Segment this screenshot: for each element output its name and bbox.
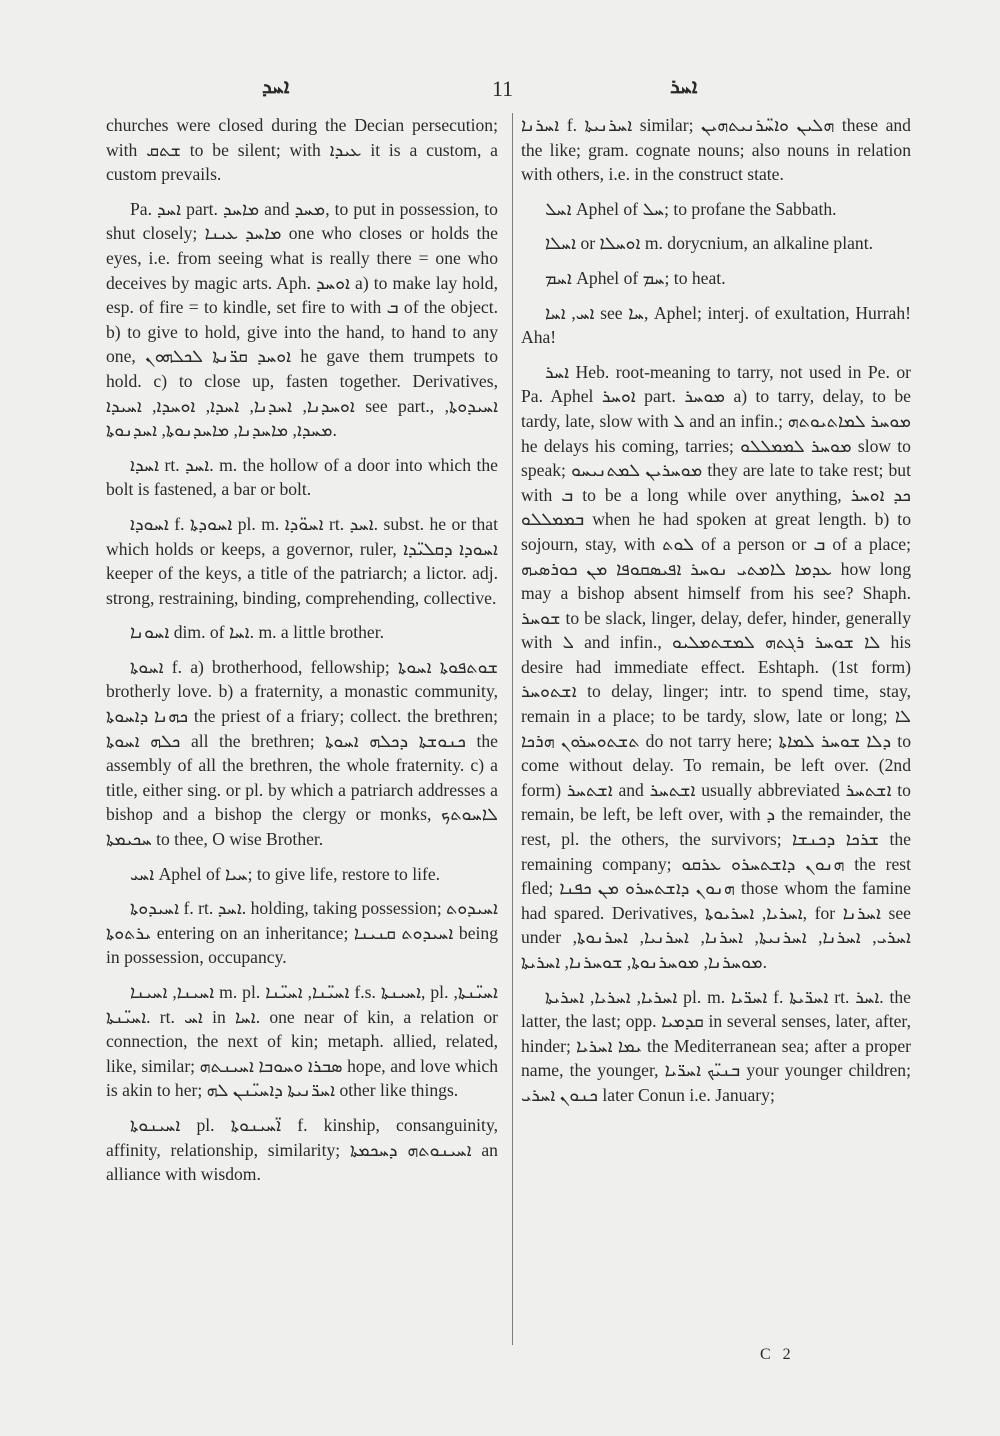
right-column bbox=[521, 113, 911, 1118]
dictionary-entry: ܐܚܕܐ rt. ܐܚܕ. m. the hollow of a door into which the bolt is fastened, a bar or bolt. bbox=[106, 454, 498, 500]
column-divider bbox=[512, 113, 513, 1345]
running-header bbox=[0, 74, 1000, 104]
dictionary-entry: ܐܚܪܢܐ f. ܐܚܪܢܝܬܐ similar; ܗܠܝܢ ܘܐܚ̈ܪܢܝܬܗܝܢ these and the like; gram. cognate nouns; also nouns in relation with others, i.e. in the construct state. bbox=[521, 115, 911, 185]
left-column bbox=[106, 113, 498, 1197]
dictionary-entry: ܐܚܝܢܘܬܐ pl. ܐ̈ܚܝܢܘܬܐ f. kinship, consanguinity, affinity, relationship, similarity; ܐܚܝܢܘܬܗ ܕܚܟܡܬܐ an alliance with wisdom. bbox=[106, 1114, 498, 1185]
dictionary-entry: ܐܚܠܐ or ܐܘܚܠܐ m. dorycnium, an alkaline plant. bbox=[545, 233, 873, 254]
dictionary-entry: ܐܚ, ܐܚܐ see ܚܐ, Aphel; interj. of exultation, Hurrah! Aha! bbox=[521, 302, 912, 348]
dictionary-entry: ܐܚܝܢܐ, ܐܚܝܢܐ m. pl. ܐܚܝ̈ܢܐ, ܐܚܝ̈ܢܐ f.s. ܐܚܝܢܬܐ, pl. ܐܚܝ̈ܢܬܐ, ܐܚܝ̈ܢܬܐ. rt. ܐܚ in ܐܚܐ. one near of kin, a relation or connection, the next of kin; metaph. allied, related, like, similar; ܣܒܪܐ ܘܚܘܒܐ ܐܚܝܢܬܗ hope, and love which is akin to her; ܐܚܪ̈ܢܝܬܐ ܕܐܚܝ̈ܢܢ ܠܗ other like things. bbox=[106, 982, 499, 1101]
dictionary-entry: ܐܚܝܕܘܬܐ f. rt. ܐܚܕ. holding, taking possession; ܐܚܝܕܘܬ ܝܪܬܘܬܐ entering on an inheritance; ܐܚܝܕܘܬ ܩܢܝܢܐ being in possession, occupancy. bbox=[106, 898, 498, 968]
right-running-head: ܐܚܪ bbox=[670, 76, 698, 98]
dictionary-entry: ܐܚܠ Aphel of ܚܠ; to profane the Sabbath. bbox=[545, 198, 837, 219]
dictionary-entry: Pa. ܐܚܕ part. ܡܐܚܕ and ܡܚܕ, to put in possession, to shut closely; ܡܐܚܕ ܥܝܢܐ one who closes or holds the eyes, i.e. from seeing what is really there = one who deceives by magic arts. Aph. ܐܘܚܕ a) to make lay hold, esp. of fire = to kindle, set fire to with ܒ of the object. b) to give to hold, give into the hand, to hand to any one, ܐܘܚܕ ܩܪ̈ܢܬܐ ܠܟܠܗܘܢ he gave them trumpets to hold. c) to close up, fasten together. Derivatives, ܐܘܚܕܢܐ, ܐܚܕܢܐ, ܐܚܕܐ, ܐܘܚܕܐ, ܐܚܝܕܐ see part., ܐܚܝܕܘܬܐ, ܡܚܕܐ, ܡܐܚܕܢܐ, ܡܐܚܕܢܘܬܐ, ܐܚܕܢܘܬܐ. bbox=[106, 198, 499, 441]
dictionary-entry: ܐܚܘܕܐ f. ܐܚܘܕܬܐ pl. m. ܐܚܘ̈ܕܐ rt. ܐܚܕ. subst. he or that which holds or keeps, a governor, ruler, ܐܚܘܕܐ ܕܩܠܝ̈ܕܐ keeper of the keys, a title of the patriarch; a lictor. adj. strong, restraining, binding, comprehending, collective. bbox=[106, 513, 498, 608]
dictionary-entry: ܐܚܡ Aphel of ܚܡ; to heat. bbox=[545, 267, 726, 288]
dictionary-entry: ܐܚܪܝܐ, ܐܚܪܝܐ, ܐܚܪܝܬܐ pl. m. ܐܚܪ̈ܝܐ f. ܐܚܪ̈ܝܬܐ rt. ܐܚܪ. the latter, the last; opp. ܩܕܡܝܐ in several senses, later, after, hinder; ܝܡܐ ܐܚܪܝܐ the Mediterranean sea; after a proper name, the younger, ܒܢܝ̈ܟ ܐܚܪ̈ܝܐ your younger children; ܟܢܘܢ ܐܚܪܝ later Conun i.e. January; bbox=[521, 986, 911, 1105]
dictionary-entry: ܐܚܘܢܐ dim. of ܐܚܐ. m. a little brother. bbox=[130, 622, 385, 643]
dictionary-entry: ܐܚܪ Heb. root-meaning to tarry, not used in Pe. or Pa. Aphel ܐܘܚܪ part. ܡܘܚܪ a) to tarry, delay, to be tardy, late, slow with ܠ and an infin.; ܡܘܚܪ ܠܡܐܬܝܘܬܗ he delays his coming, tarries; ܡܘܚܪ ܠܡܡܠܠܘ slow to speak; ܡܘܚܪܝܢ ܠܡܬܢܝܚܘ they are late to take rest; but with ܒ to be a long while over anything, ܟܕ ܐܘܚܪ ܒܡܡܠܠܘ when he had spoken at great length. b) to sojourn, stay, with ܠܘܬ of a person or ܒ of a place; ܥܕܡܐ ܠܐܡܬܝ ܢܘܚܪ ܐܦܝܣܩܘܦܐ ܡܢ ܟܘܪܣܝܗ how long may a bishop absent himself from his see? Shaph. ܫܘܚܪ to be slack, linger, delay, defer, hinder, generally with ܠ and infin., ܠܐ ܫܘܚܪ ܪܓܬܗ ܠܡܫܬܡܠܝܘ his desire had immediate effect. Eshtaph. (1st form) ܐܫܬܘܚܪ to delay, linger; intr. to spend time, stay, remain in a place; to be tardy, slow, late or long; ܠܐ ܬܫܬܘܚܪܘܢ ܗܪܟܐ do not tarry here; ܕܠܐ ܫܘܚܪ ܠܡܐܬܐ to come without delay. To remain, be left over. (2nd form) ܐܫܬܚܪ and ܐܫܬܚܪ usually abbreviated ܐܫܬܚܪ to remain, be left, be left over, with ܕ the remainder, the rest, pl. the others, the survivors; ܫܪܟܐ ܕܟܢܫܐ the remaining company; ܗܢܘܢ ܕܐܫܬܚܪܘ ܥܪܩܘ the rest fled; ܗܢܘܢ ܕܐܫܬܚܪܘ ܡܢ ܟܦܢܐ those whom the famine had spared. Derivatives, ܐܚܪܝܐ, ܐܚܪܝܘܬܐ, for ܐܚܪܢܐ see under ܐܚܪܝ, ܐܚܪܢܐ, ܐܚܪܢܝܬܐ, ܐܚܪܢܐ, ܐܚܪܢܝܐ, ܐܚܪܢܘܬܐ, ܡܘܚܪܢܐ, ܡܘܚܪܢܘܬܐ, ܫܘܚܪܢܐ, ܐܚܪܝܬܐ. bbox=[521, 361, 912, 972]
page-number: 11 bbox=[492, 76, 514, 101]
dictionary-entry: ܐܚܝ Aphel of ܚܝܐ; to give life, restore to life. bbox=[130, 863, 441, 884]
dictionary-entry: churches were closed during the Decian persecution; with ܫܬܩ to be silent; with ܥܝܕܐ it is a custom, a custom prevails. bbox=[106, 115, 498, 185]
dictionary-entry: ܐܚܘܬܐ f. a) brotherhood, fellowship; ܫܘܬܦܘܬܐ ܐܚܘܬܐ brotherly love. b) a fraternity, a monastic community, ܟܗܢܐ ܕܐܚܘܬܐ the priest of a friary; collect. the brethren; ܟܠܗ ܐܚܘܬܐ all the brethren; ܟܢܘܫܬܐ ܕܟܠܗ ܐܚܘܬܐ the assembly of all the brethren, the whole fraternity. c) a title, either sing. or pl. by which a patriarch addresses a bishop and a bishop the clergy or monks, ܠܐܚܘܬܟ ܚܟܝܡܬܐ to thee, O wise Brother. bbox=[106, 656, 499, 850]
signature-mark: C 2 bbox=[760, 1346, 795, 1363]
left-running-head: ܐܚܕ bbox=[262, 76, 290, 98]
